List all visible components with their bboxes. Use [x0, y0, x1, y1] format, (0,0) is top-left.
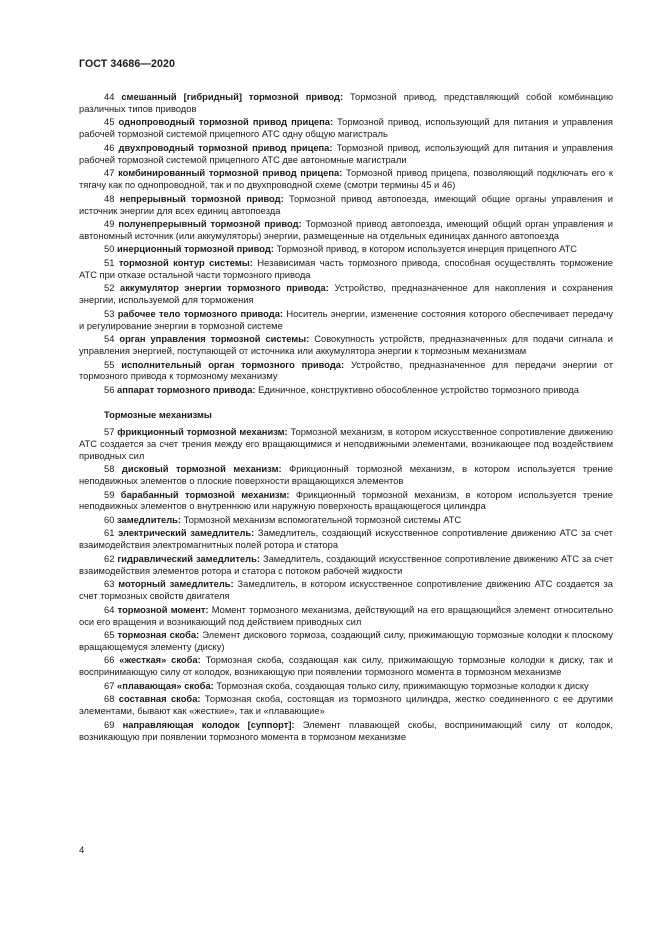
term-number: 49: [104, 219, 115, 230]
term-definition: Устройство, предназначенное для передачи энергии от тормозного привода к тормозному механизму: [79, 359, 613, 382]
term-entry: [79, 360, 613, 384]
term-number: 60: [104, 514, 115, 525]
term-entry: [79, 605, 613, 629]
terms-list-drive: [79, 92, 613, 397]
term-entry: [79, 427, 613, 463]
term-entry: [79, 490, 613, 514]
term-entry: [79, 579, 613, 603]
term-definition: Замедлитель, в котором искусственное сопротивление движению АТС создается за счет тормозных свойств двигателя: [79, 579, 613, 602]
term-definition: Независимая часть тормозного привода, способная осуществлять торможение АТС при отказе остальной части тормозного привода: [79, 257, 613, 280]
term-number: 44: [104, 92, 115, 102]
term-definition: Тормозная скоба, создающая только силу, прижимающую тормозные колодки к диску: [216, 680, 589, 691]
term-number: 68: [104, 694, 115, 705]
term-definition: Совокупность устройств, предназначенных для подачи сигнала и управления энергией, поступающей от источника или аккумулятора энергии к тормозным механизмам: [79, 334, 613, 357]
term-definition: Замедлитель, создающий искусственное сопротивление движению АТС за счет взаимодействия элементов ротора и статора с потоком рабочей жидкости: [79, 553, 613, 576]
term-definition: Устройство, предназначенное для накопления и сохранения энергии, используемой для торможения: [79, 283, 613, 306]
term-name: составная скоба:: [118, 694, 201, 705]
term-name: орган управления тормозной системы:: [119, 334, 310, 345]
term-name: тормозная скоба:: [117, 630, 200, 641]
term-entry: [79, 283, 613, 307]
term-entry: [79, 309, 613, 333]
term-number: 65: [104, 630, 115, 641]
term-definition: Единичное, конструктивно обособленное устройство тормозного привода: [258, 384, 579, 395]
term-entry: [79, 528, 613, 552]
term-name: дисковый тормозной механизм:: [121, 464, 282, 475]
term-name: инерционный тормозной привод:: [117, 244, 274, 255]
page-number: 4: [79, 845, 85, 856]
term-name: «жесткая» скоба:: [119, 655, 201, 666]
term-name: моторный замедлитель:: [118, 579, 234, 590]
term-number: 59: [104, 489, 115, 500]
term-name: аккумулятор энергии тормозного привода:: [120, 283, 329, 294]
terms-list-mechanisms: [79, 427, 613, 744]
term-number: 53: [104, 308, 115, 319]
term-number: 62: [104, 553, 115, 564]
term-name: тормозной контур системы:: [118, 257, 253, 268]
term-name: комбинированный тормозной привод прицепа:: [118, 168, 343, 179]
term-definition: Элемент плавающей скобы, воспринимающий силу от колодок, возникающую при появлении тормозного момента в тормозном механизме: [79, 719, 613, 742]
term-definition: Тормозная скоба, состоящая из тормозного цилиндра, жестко соединенного с ее другими элементами, бывают как «жесткие», так и «плавающие»: [79, 694, 613, 717]
term-entry: [79, 334, 613, 358]
term-entry: [79, 655, 613, 679]
term-number: 54: [104, 334, 115, 345]
section-title: Тормозные механизмы: [104, 409, 212, 420]
term-definition: Фрикционный тормозной механизм, в котором используется трение неподвижных элементов о плоские поверхности вращающихся элементов: [79, 464, 613, 486]
term-number: 48: [104, 193, 115, 204]
term-entry: [79, 194, 613, 218]
term-definition: Тормозной механизм, в котором искусственное сопротивление движению АТС создается за счет трения между его вращающимися и неподвижными элементами, возникающее под воздействием приводных сил: [79, 426, 613, 461]
term-definition: Момент тормозного механизма, действующий на его вращающийся элемент относительно оси его вращения и возникающий под действием приводных сил: [79, 604, 613, 627]
term-entry: [79, 464, 613, 488]
term-number: 63: [104, 579, 115, 590]
term-entry: [79, 168, 613, 192]
term-name: полунепрерывный тормозной привод:: [118, 219, 302, 230]
term-entry: [79, 117, 613, 141]
term-number: 51: [104, 257, 115, 268]
term-number: 47: [104, 168, 115, 179]
term-number: 61: [104, 528, 115, 539]
term-entry: [79, 630, 613, 654]
term-definition: Тормозной привод, использующий для питания и управления рабочей тормозной системой прицепного АТС две автономные магистрали: [79, 142, 613, 165]
term-definition: Тормозной механизм вспомогательной тормозной системы АТС: [183, 514, 462, 525]
term-definition: Тормозной привод автопоезда, имеющий общие органы управления и источник энергии для всех единиц автопоезда: [79, 193, 613, 216]
document-content: [79, 92, 613, 745]
term-number: 64: [104, 604, 115, 615]
term-name: фрикционный тормозной механизм:: [117, 426, 288, 437]
term-entry: [79, 385, 613, 397]
term-entry: [79, 515, 613, 527]
term-name: рабочее тело тормозного привода:: [117, 308, 284, 319]
term-entry: [79, 554, 613, 578]
term-number: 58: [104, 464, 115, 475]
term-name: гидравлический замедлитель:: [117, 553, 260, 564]
term-definition: Элемент дискового тормоза, создающий силу, прижимающую тормозные колодки к плоскому вращающемуся элементу (диску): [79, 630, 613, 652]
term-name: двухпроводный тормозной привод прицепа:: [118, 142, 333, 153]
term-name: тормозной момент:: [117, 604, 209, 615]
term-name: однопроводный тормозной привод прицепа:: [118, 117, 334, 128]
term-name: барабанный тормозной механизм:: [120, 489, 290, 500]
term-number: 55: [104, 359, 115, 370]
term-definition: Тормозной привод, использующий для питания и управления рабочей тормозной системой прицепного АТС одну общую магистраль: [79, 117, 613, 140]
term-number: 69: [104, 719, 115, 730]
term-entry: [79, 143, 613, 167]
term-entry: [79, 694, 613, 718]
term-name: непрерывный тормозной привод:: [119, 193, 284, 204]
document-header: ГОСТ 34686—2020: [79, 58, 176, 70]
term-number: 52: [104, 283, 115, 294]
term-number: 66: [104, 655, 115, 666]
term-entry: [79, 219, 613, 243]
term-definition: Замедлитель, создающий искусственное сопротивление движению АТС за счет взаимодействия электромагнитных полей ротора и статора: [79, 528, 613, 551]
term-name: аппарат тормозного привода:: [117, 384, 256, 395]
term-entry: [79, 92, 613, 116]
term-number: 50: [104, 244, 115, 255]
term-number: 67: [104, 680, 115, 691]
term-definition: Тормозной привод, представляющий собой комбинацию различных типов приводов: [79, 92, 613, 114]
term-number: 46: [104, 142, 115, 153]
term-number: 57: [104, 426, 115, 437]
term-entry: [79, 720, 613, 744]
term-entry: [79, 258, 613, 282]
term-name: смешанный [гибридный] тормозной привод:: [121, 92, 344, 102]
term-name: «плавающая» скоба:: [117, 680, 214, 691]
term-entry: [79, 681, 613, 693]
term-number: 45: [104, 117, 115, 128]
term-entry: [79, 244, 613, 256]
term-definition: Тормозная скоба, создающая как силу, прижимающую тормозные колодки к диску, так и воспринимающую силу от колодок, возникающую при появлении тормозного момента в тормозном механизме: [79, 655, 613, 678]
term-name: электрический замедлитель:: [118, 528, 255, 539]
term-name: направляющая колодок [суппорт]:: [122, 719, 295, 730]
term-definition: Носитель энергии, изменение состояния которого обеспечивает передачу и регулирование энергии в тормозной системе: [79, 308, 614, 331]
term-name: исполнительный орган тормозного привода:: [121, 359, 345, 370]
term-name: замедлитель:: [117, 514, 182, 525]
term-definition: Фрикционный тормозной механизм, в котором используется трение неподвижных элементов о внутреннюю или наружную поверхность вращающегося цилиндра: [79, 489, 613, 512]
term-definition: Тормозной привод, в котором используется инерция прицепного АТС: [276, 244, 578, 255]
term-definition: Тормозной привод автопоезда, имеющий общий орган управления и автономный источник (или аккумуляторы) энергии, размещенные на отдельных единицах данного автопоезда: [79, 219, 613, 241]
term-definition: Тормозной привод прицепа, позволяющий подключать его к тягачу как по однопроводной, так и по двухпроводной схеме (смотри термины 45 и 46): [79, 168, 613, 191]
term-number: 56: [104, 384, 115, 395]
